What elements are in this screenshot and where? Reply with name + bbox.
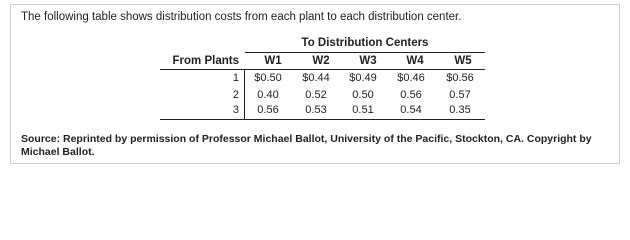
table-cell: 0.50 bbox=[352, 89, 374, 101]
table-cell: 0.51 bbox=[352, 104, 374, 116]
table-bottom-rule bbox=[160, 119, 485, 120]
table-cell: $0.56 bbox=[446, 72, 474, 84]
table-cell: 0.56 bbox=[400, 89, 422, 101]
table-cell: 0.35 bbox=[449, 104, 471, 116]
group-header-rule bbox=[245, 52, 485, 53]
table-cell: $0.49 bbox=[349, 72, 377, 84]
table-cell: 0.57 bbox=[449, 89, 471, 101]
table-cell: 0.56 bbox=[257, 104, 279, 116]
column-header-w3: W3 bbox=[359, 55, 377, 67]
row-label-2: 2 bbox=[232, 89, 239, 101]
group-header: To Distribution Centers bbox=[301, 37, 429, 49]
table-cell: $0.50 bbox=[254, 72, 282, 84]
column-header-w4: W4 bbox=[406, 55, 424, 67]
column-header-w5: W5 bbox=[454, 55, 472, 67]
row-header-title: From Plants bbox=[172, 55, 239, 67]
source-note: Source: Reprinted by permission of Professor Michael Ballot, University of the Pacific, Stockton, CA. Copyright by Michael Ballot. bbox=[21, 133, 592, 158]
column-header-w1: W1 bbox=[264, 55, 282, 67]
table-cell: 0.54 bbox=[400, 104, 422, 116]
header-rule bbox=[160, 69, 485, 70]
row-label-1: 1 bbox=[232, 72, 239, 84]
row-label-3: 3 bbox=[232, 104, 239, 116]
intro-text: The following table shows distribution costs from each plant to each distribution center. bbox=[21, 11, 462, 23]
table-cell: 0.40 bbox=[257, 89, 279, 101]
table-cell: 0.52 bbox=[305, 89, 327, 101]
table-cell: $0.46 bbox=[397, 72, 425, 84]
column-header-w2: W2 bbox=[312, 55, 330, 67]
table-cell: 0.53 bbox=[305, 104, 327, 116]
table-cell: $0.44 bbox=[302, 72, 330, 84]
